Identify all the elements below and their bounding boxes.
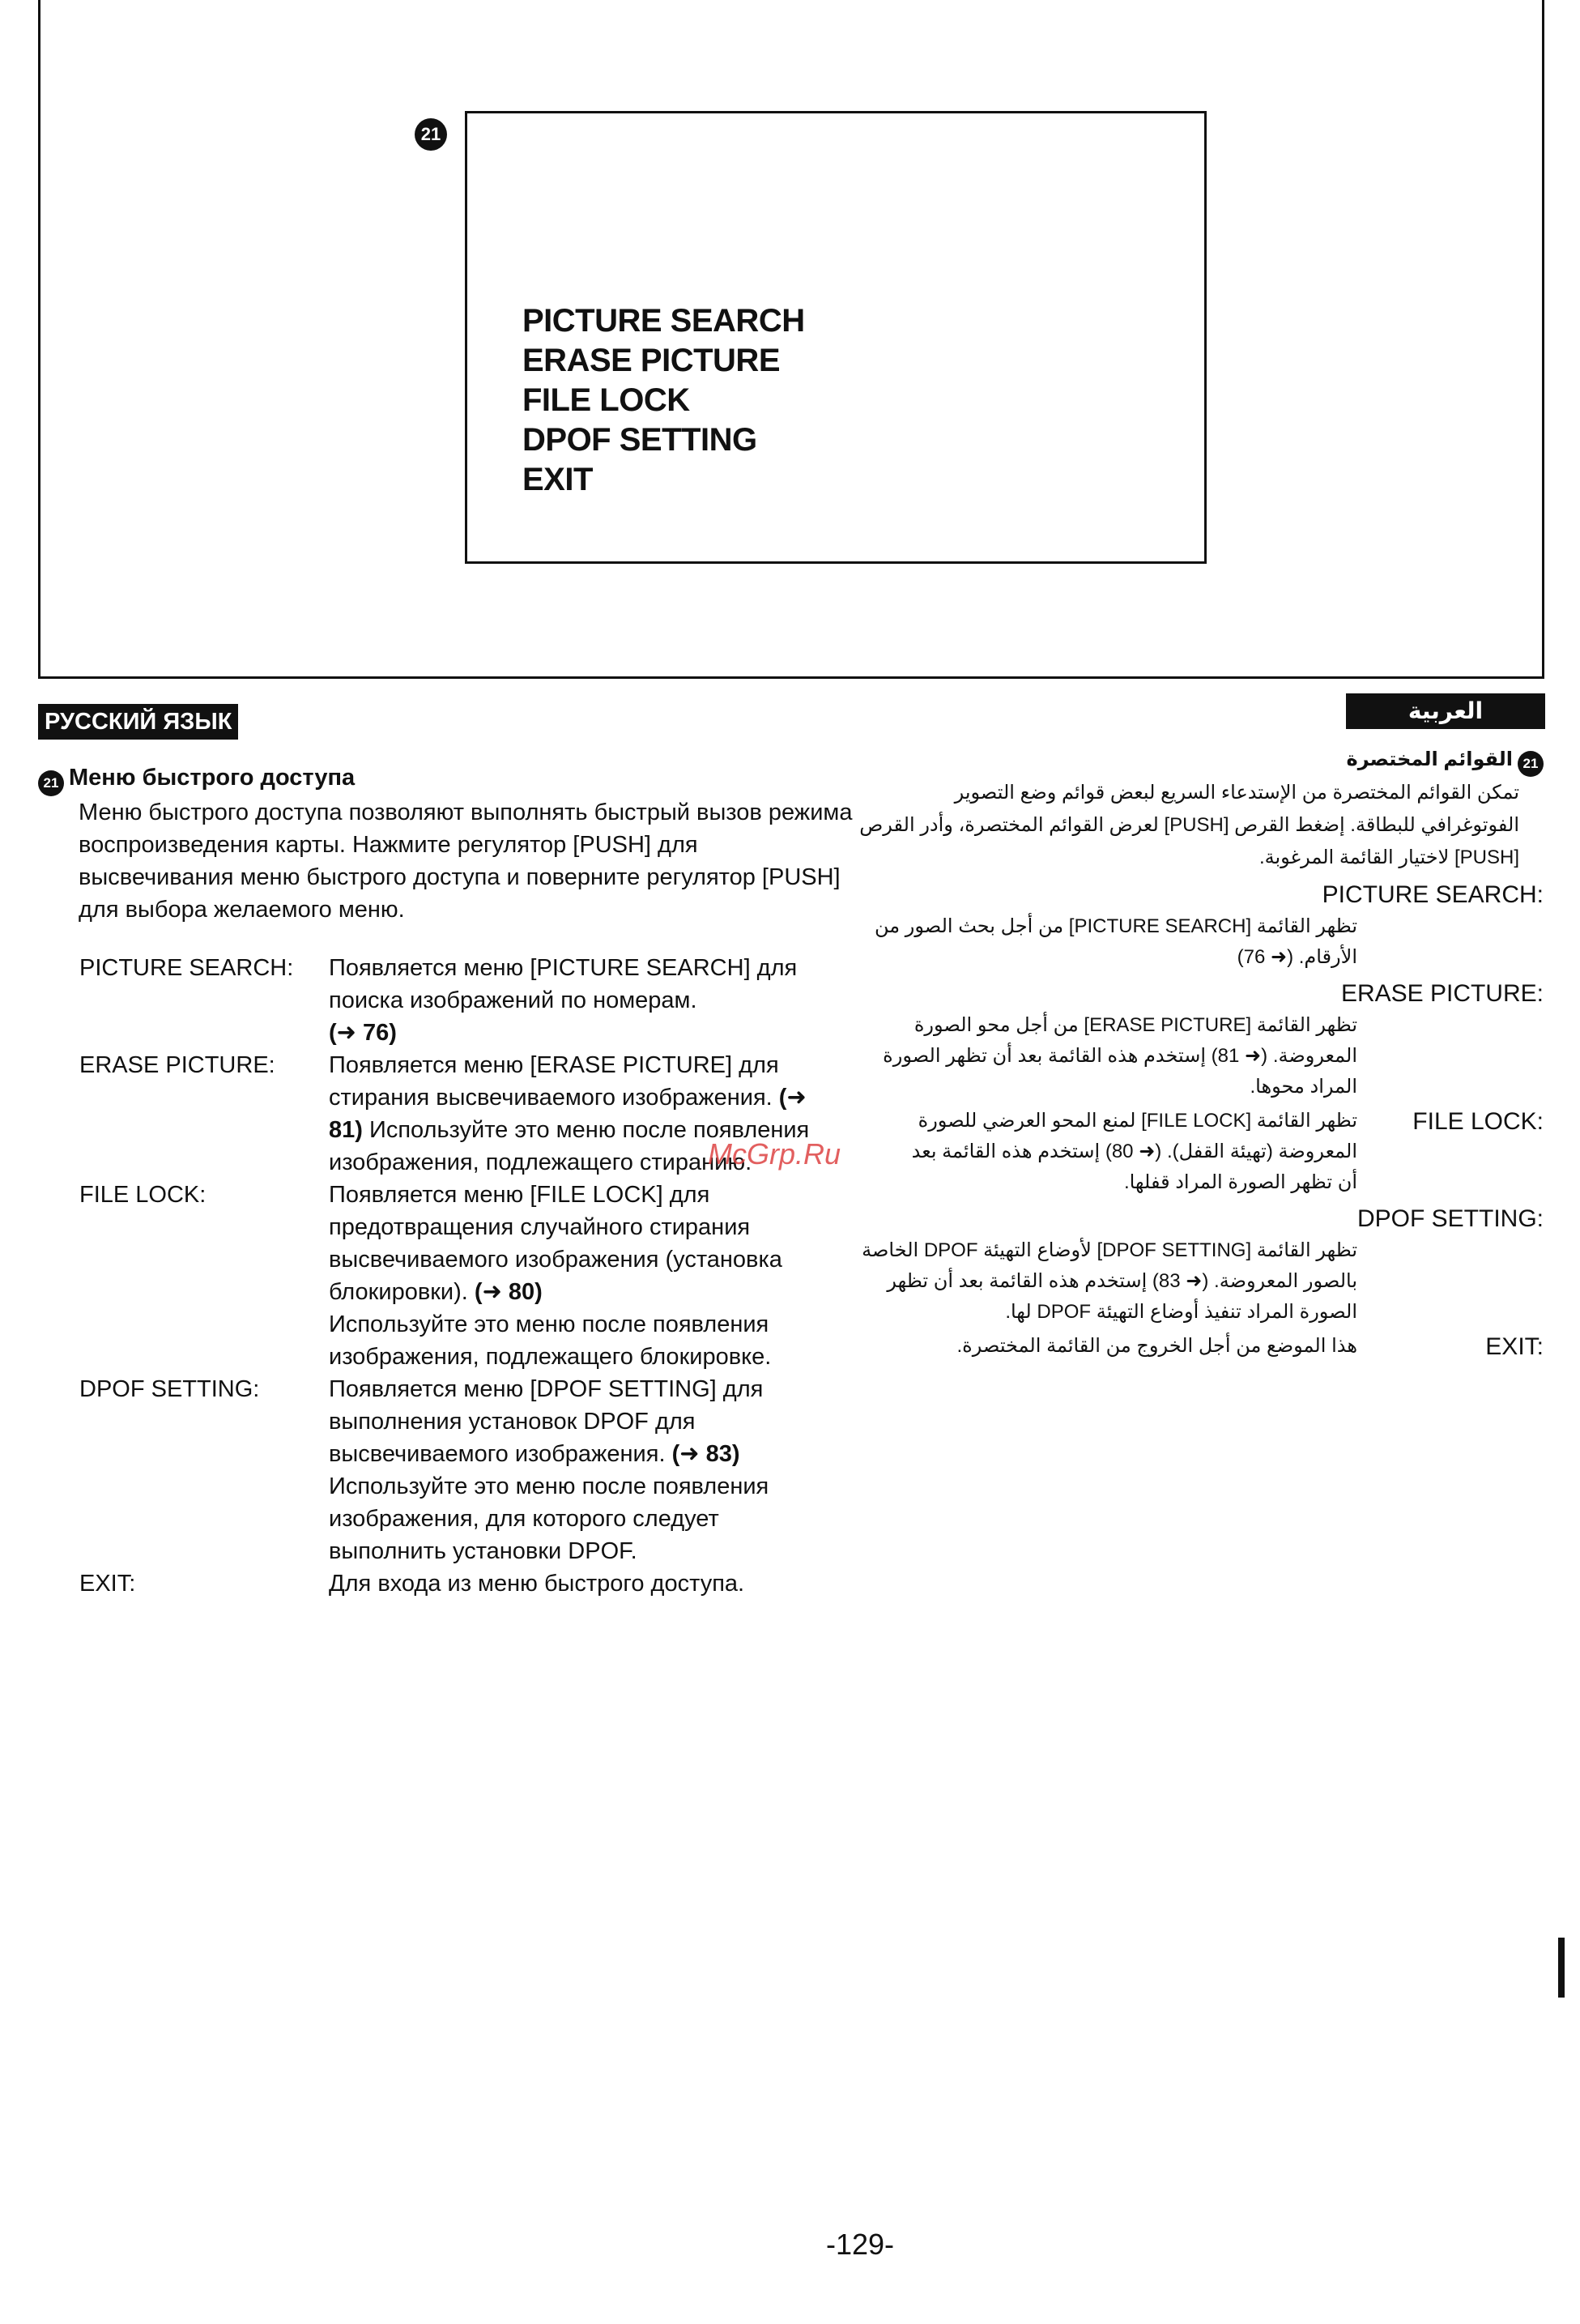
ru-desc-dpof-setting [329, 1373, 831, 1567]
ar-desc-erase-picture: تظهر القائمة [ERASE PICTURE] من أجل محو الصورة المعروضة. (➜ 81) إستخدم هذه القائمة بعد أن تظهر الصورة المراد محوها. [883, 1014, 1357, 1098]
ru-intro-paragraph: Меню быстрого доступа позволяют выполнять быстрый вызов режима воспроизведения карты. Нажмите регулятор [PUSH] для высвечивания меню быстрого доступа и поверните регулятор [PUSH] для выбора желаемого меню. [79, 800, 853, 923]
ru-term-exit: EXIT: [79, 1571, 136, 1597]
ru-heading-text: Меню быстрого доступа [69, 765, 356, 791]
arabic-section [858, 744, 1544, 1363]
table-row [79, 1567, 831, 1600]
table-row [79, 1373, 831, 1567]
ar-intro-paragraph: تمكن القوائم المختصرة من الإستدعاء السريع لبعض قوائم وضع التصوير الفوتوغرافي للبطاقة. إضغط القرص [PUSH] لعرض القوائم المختصرة، وأدر القرص [PUSH] لاختيار القائمة المرغوبة. [859, 782, 1519, 868]
ar-section-badge: 21 [1518, 751, 1544, 777]
table-row [79, 1179, 831, 1373]
table-row [79, 952, 831, 1049]
ar-term-exit: EXIT: [1485, 1333, 1544, 1360]
ru-term-dpof-setting: DPOF SETTING: [79, 1376, 260, 1402]
menu-item-erase-picture: ERASE PICTURE [522, 343, 780, 378]
russian-language-tab: РУССКИЙ ЯЗЫК [38, 704, 238, 740]
ru-page-ref: (➜ 81) [329, 1085, 807, 1143]
ru-term-file-lock: FILE LOCK: [79, 1182, 207, 1208]
menu-item-dpof-setting: DPOF SETTING [522, 422, 757, 458]
lcd-screen [465, 111, 1207, 564]
ar-term-erase-picture: ERASE PICTURE: [1340, 980, 1544, 1007]
menu-item-picture-search: PICTURE SEARCH [522, 303, 805, 339]
arabic-language-tab: العربية [1346, 693, 1545, 729]
illustration-frame [38, 0, 1544, 679]
ru-desc-text: Появляется меню [ERASE PICTURE] для стирания высвечиваемого изображения. [329, 1052, 779, 1111]
ru-term-picture-search: PICTURE SEARCH: [79, 955, 294, 981]
ru-section-badge: 21 [38, 770, 64, 796]
ru-desc-exit: Для входа из меню быстрого доступа. [329, 1571, 745, 1597]
ru-desc-note: Используйте это меню после появления изображения, подлежащего блокировке. [329, 1311, 772, 1370]
ar-desc-file-lock: تظهر القائمة [FILE LOCK] لمنع المحو العرضي للصورة المعروضة (تهيئة القفل). (➜ 80) إستخدم هذه القائمة بعد أن تظهر الصورة المراد قفلها. [911, 1110, 1357, 1193]
ru-desc-text: Появляется меню [PICTURE SEARCH] для поиска изображений по номерам. [329, 955, 798, 1013]
step-21-badge: 21 [415, 118, 447, 151]
ru-desc-picture-search [329, 952, 831, 1049]
menu-item-file-lock: FILE LOCK [522, 382, 690, 418]
ru-page-ref: (➜ 83) [671, 1441, 740, 1467]
ru-section-heading [38, 761, 848, 796]
watermark: McGrp.Ru [708, 1137, 841, 1171]
ru-term-erase-picture: ERASE PICTURE: [79, 1052, 275, 1078]
ar-heading-text: القوائم المختصرة [1346, 748, 1513, 770]
ar-desc-dpof-setting: تظهر القائمة [DPOF SETTING] لأوضاع التهيئة DPOF الخاصة بالصور المعروضة. (➜ 83) إستخدم هذه القائمة بعد أن تظهر الصورة المراد تنفيذ أوضاع التهيئة DPOF لها. [862, 1239, 1357, 1323]
ru-page-ref: (➜ 80) [474, 1279, 543, 1305]
ru-desc-text: Появляется меню [FILE LOCK] для предотвращения случайного стирания высвечиваемого изображения (установка блокировки). [329, 1182, 782, 1305]
ar-section-heading [858, 744, 1544, 777]
ru-page-ref: (➜ 76) [329, 1020, 397, 1046]
ru-desc-note: Используйте это меню после появления изображения, подлежащего стиранию. [329, 1117, 810, 1175]
ar-term-file-lock: FILE LOCK: [1412, 1108, 1544, 1135]
page-edge-marker [1558, 1938, 1565, 1998]
menu-item-exit: EXIT [522, 462, 593, 497]
ar-term-picture-search: PICTURE SEARCH: [1322, 881, 1544, 908]
ar-term-dpof-setting: DPOF SETTING: [1356, 1205, 1544, 1232]
ru-desc-file-lock [329, 1179, 831, 1373]
quick-menu-list [522, 301, 805, 500]
ar-row-file-lock [858, 1106, 1544, 1198]
russian-section [38, 761, 853, 1600]
page-number: -129- [826, 2228, 895, 2261]
ru-desc-note: Используйте это меню после появления изображения, для которого следует выполнить установки DPOF. [329, 1473, 769, 1564]
ru-desc-text: Появляется меню [DPOF SETTING] для выполнения установок DPOF для высвечиваемого изображения. [329, 1376, 764, 1467]
ar-desc-exit: هذا الموضع من أجل الخروج من القائمة المختصرة. [956, 1335, 1357, 1357]
ar-desc-picture-search: تظهر القائمة [PICTURE SEARCH] من أجل بحث الصور من الأرقام. (➜ 76) [874, 915, 1357, 968]
ru-menu-description-table [79, 952, 831, 1600]
ar-row-exit [858, 1331, 1544, 1363]
